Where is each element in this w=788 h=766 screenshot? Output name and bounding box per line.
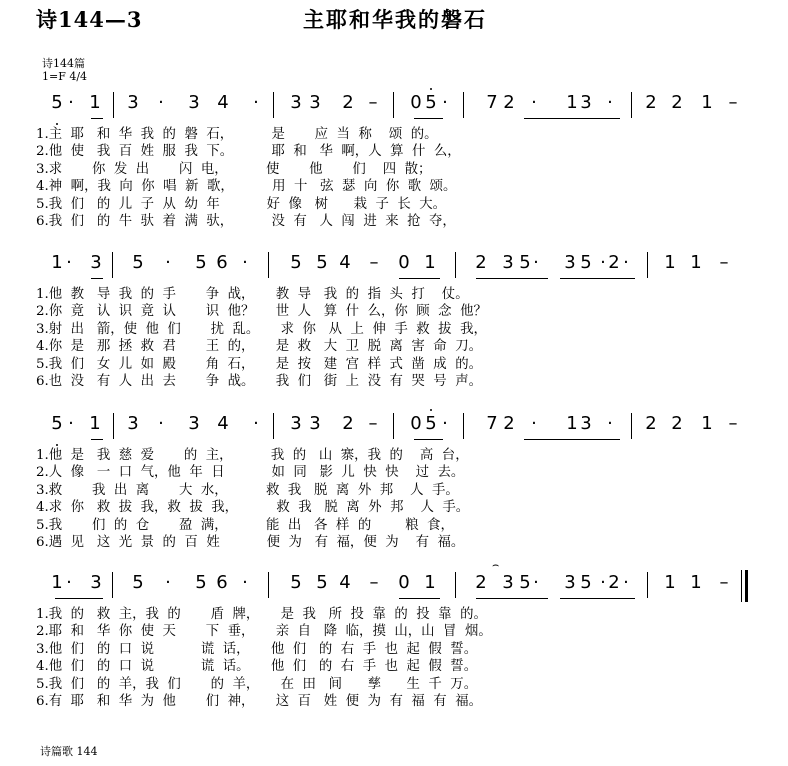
note-numeral: 2 — [608, 252, 620, 273]
lyric-line-verse-2: 2.你 竟 认 识 竟 认 识 他？ 世 人 算 什 么，你 顾 念 他？ — [36, 304, 487, 320]
dot-symbol: · — [533, 572, 539, 593]
note-numeral: 5 — [316, 252, 328, 273]
note-numeral: 5 — [51, 92, 63, 113]
lyric-line-verse-1: 1.我 的 救 主，我 的 盾 牌， 是 我 所 投 靠 的 投 靠 的。 — [36, 607, 487, 622]
note-numeral: 1 — [690, 572, 702, 593]
dot-symbol: · — [253, 92, 259, 113]
note-numeral: 3 — [564, 572, 576, 593]
dot-symbol: · — [242, 252, 248, 273]
dot-symbol: · — [533, 252, 539, 273]
note-numeral: 3 — [309, 92, 321, 113]
note-numeral: 2 — [342, 413, 354, 434]
note-numeral: 7 — [486, 413, 498, 434]
note-numeral: 5 — [316, 572, 328, 593]
lyric-line-verse-6: 6.我 们 的 牛 驮 着 满 驮， 没 有 人 闯 进 来 抢 夺， — [36, 214, 456, 229]
dot-symbol: · — [165, 252, 171, 273]
beam-underline — [91, 439, 103, 440]
barline — [463, 92, 464, 118]
barline — [455, 252, 456, 278]
note-numeral: 2 — [671, 413, 683, 434]
barline — [647, 572, 648, 598]
lyric-line-verse-2: 2.人 像 一 口 气，他 年 日 如 同 影 儿 快 快 过 去。 — [36, 465, 465, 481]
note-numeral: 3 — [580, 413, 592, 434]
beam-underline — [476, 598, 548, 599]
note-numeral: 3 — [188, 413, 200, 434]
barline — [273, 413, 274, 439]
barline — [455, 572, 456, 598]
note-numeral: 5 — [290, 572, 302, 593]
note-numeral: 1 — [566, 92, 578, 113]
lyric-line-verse-6: 6.有 耶 和 华 为 他 们 神， 这 百 姓 便 为 有 福 有 福。 — [36, 694, 482, 709]
barline — [112, 252, 113, 278]
lyric-line-verse-3: 3.他 们 的 口 说 谎 话， 他 们 的 右 手 也 起 假 誓。 — [36, 641, 478, 657]
dash-symbol: – — [728, 92, 738, 113]
lyric-line-verse-3: 3.救 我 出 离 大 水， 救 我 脱 离 外 邦 人 手。 — [36, 482, 459, 498]
final-barline-thin — [741, 570, 742, 602]
lyric-line-verse-1: 1.主 耶 和 华 我 的 磐 石， 是 应 当 称 颂 的。 — [36, 127, 438, 142]
note-numeral: 4 — [339, 252, 351, 273]
note-numeral: 1 — [701, 413, 713, 434]
note-numeral: 1 — [664, 572, 676, 593]
beam-underline — [560, 598, 635, 599]
note-numeral: 2 — [608, 572, 620, 593]
note-numeral: 3 — [290, 413, 302, 434]
dot-symbol: · — [531, 413, 537, 434]
lyric-line-verse-4: 4.神 啊，我 向 你 唱 新 歌， 用 十 弦 瑟 向 你 歌 颂。 — [36, 179, 457, 195]
note-numeral: 1 — [51, 252, 63, 273]
barline — [631, 413, 632, 439]
note-numeral: 0 — [398, 252, 410, 273]
note-numeral: 7 — [486, 92, 498, 113]
lyric-line-verse-4: 4.求 你 救 拔 我，救 拔 我， 救 我 脱 离 外 邦 人 手。 — [36, 500, 470, 516]
dot-symbol: · — [68, 92, 74, 113]
note-numeral: 4 — [217, 92, 229, 113]
dot-symbol: · — [600, 572, 606, 593]
dot-symbol: · — [66, 252, 72, 273]
note-numeral: 3 — [290, 92, 302, 113]
key-signature: 1=F 4/4 — [42, 70, 88, 83]
barline — [268, 572, 269, 598]
fermata-icon: ⌢ — [492, 558, 500, 571]
dot-symbol: · — [600, 252, 606, 273]
note-numeral: 2 — [645, 413, 657, 434]
lyric-line-verse-4: 4.你 是 那 拯 救 君 王 的， 是 救 大 卫 脱 离 害 命 刀。 — [36, 339, 482, 355]
dot-symbol: · — [165, 572, 171, 593]
dash-symbol: – — [368, 413, 378, 434]
dot-symbol: · — [607, 92, 613, 113]
note-numeral: 3 — [309, 413, 321, 434]
barline — [112, 572, 113, 598]
note-numeral: 0 — [398, 572, 410, 593]
note-numeral: 5 — [519, 252, 531, 273]
dot-symbol: · — [66, 572, 72, 593]
note-numeral: 1 — [424, 252, 436, 273]
dot-symbol: · — [68, 413, 74, 434]
beam-underline — [586, 439, 620, 440]
note-numeral: 1 — [690, 252, 702, 273]
note-numeral: 2 — [342, 92, 354, 113]
beam-underline — [586, 118, 620, 119]
note-numeral: 1 — [424, 572, 436, 593]
dot-symbol: · — [623, 572, 629, 593]
dot-symbol: · — [158, 413, 164, 434]
note-numeral: 2 — [671, 92, 683, 113]
note-numeral: 3 — [90, 252, 102, 273]
dash-symbol: – — [368, 92, 378, 113]
lyric-line-verse-5: 5.我 们 女 儿 如 殿 角 石， 是 按 建 宫 样 式 凿 成 的。 — [36, 356, 482, 372]
note-numeral: 3 — [502, 252, 514, 273]
lyric-line-verse-3: 3.求 你 发 出 闪 电， 使 他 们 四 散； — [36, 161, 432, 177]
lyric-line-verse-5: 5.我 们 的 羊，我 们 的 羊， 在 田 间 孳 生 千 万。 — [36, 676, 478, 692]
barline — [463, 413, 464, 439]
lyric-line-verse-4: 4.他 们 的 口 说 谎 话。 他 们 的 右 手 也 起 假 誓。 — [36, 659, 478, 675]
dash-symbol: – — [719, 252, 729, 273]
note-numeral: 5 — [132, 572, 144, 593]
note-numeral: 2 — [475, 572, 487, 593]
beam-underline — [414, 439, 443, 440]
beam-underline — [399, 278, 440, 279]
barline — [647, 252, 648, 278]
dot-symbol: · — [158, 92, 164, 113]
note-numeral: 2 — [503, 413, 515, 434]
dot-symbol: · — [607, 413, 613, 434]
note-numeral: 1 — [566, 413, 578, 434]
note-numeral: 2 — [645, 92, 657, 113]
note-numeral: 1 — [89, 413, 101, 434]
lyric-line-verse-5: 5.我 们 的 仓 盈 满， 能 出 各 样 的 粮 食， — [36, 517, 454, 533]
note-numeral: 5 — [195, 572, 207, 593]
dot-symbol: · — [442, 92, 448, 113]
note-numeral: 5 — [519, 572, 531, 593]
lyric-line-verse-5: 5.我 们 的 儿 子 从 幼 年 好 像 树 栽 子 长 大。 — [36, 196, 447, 212]
barline — [113, 413, 114, 439]
note-numeral: 3 — [127, 92, 139, 113]
lyric-line-verse-1: 1.他 教 导 我 的 手 争 战， 教 导 我 的 指 头 打 仗。 — [36, 287, 469, 302]
note-numeral: 5 — [425, 413, 437, 434]
note-numeral: 6 — [216, 572, 228, 593]
beam-underline — [560, 278, 635, 279]
note-numeral: 3 — [564, 252, 576, 273]
note-numeral: 5 — [132, 252, 144, 273]
dash-symbol: – — [728, 413, 738, 434]
lyric-line-verse-6: 6.遇 见 这 光 景 的 百 姓 便 为 有 福，便 为 有 福。 — [36, 535, 465, 550]
lyric-line-verse-2: 2.耶 和 华 你 使 天 下 垂， 亲 自 降 临，摸 山，山 冒 烟。 — [36, 624, 492, 640]
note-numeral: 6 — [216, 252, 228, 273]
dash-symbol: – — [369, 572, 379, 593]
beam-underline — [414, 118, 443, 119]
lyric-line-verse-2: 2.他 使 我 百 姓 服 我 下。 耶 和 华 啊，人 算 什 么， — [36, 144, 461, 160]
lyric-line-verse-3: 3.射 出 箭，使 他 们 扰 乱。 求 你 从 上 伸 手 救 拔 我， — [36, 321, 487, 337]
dash-symbol: – — [369, 252, 379, 273]
beam-underline — [91, 118, 103, 119]
barline — [268, 252, 269, 278]
high-octave-dot — [430, 88, 432, 90]
final-barline-thick — [745, 570, 748, 602]
note-numeral: 4 — [217, 413, 229, 434]
hymn-title: 主耶和华我的磐石 — [303, 7, 487, 32]
beam-underline — [91, 278, 103, 279]
beam-underline — [476, 278, 548, 279]
note-numeral: 1 — [51, 572, 63, 593]
note-numeral: 0 — [410, 413, 422, 434]
barline — [631, 92, 632, 118]
note-numeral: 5 — [425, 92, 437, 113]
note-numeral: 5 — [580, 572, 592, 593]
note-numeral: 2 — [503, 92, 515, 113]
note-numeral: 4 — [339, 572, 351, 593]
note-numeral: 1 — [89, 92, 101, 113]
dot-symbol: · — [242, 572, 248, 593]
beam-underline — [399, 598, 440, 599]
note-numeral: 0 — [410, 92, 422, 113]
barline — [393, 92, 394, 118]
note-numeral: 2 — [475, 252, 487, 273]
hymn-number: 诗144—3 — [36, 7, 143, 32]
note-numeral: 3 — [127, 413, 139, 434]
dot-symbol: · — [442, 413, 448, 434]
note-numeral: 3 — [502, 572, 514, 593]
footer-source: 诗篇歌 144 — [40, 745, 98, 758]
barline — [393, 413, 394, 439]
note-numeral: 5 — [580, 252, 592, 273]
note-numeral: 3 — [188, 92, 200, 113]
barline — [273, 92, 274, 118]
note-numeral: 5 — [290, 252, 302, 273]
dot-symbol: · — [623, 252, 629, 273]
lyric-line-verse-1: 1.他 是 我 慈 爱 的 主， 我 的 山 寨，我 的 高 台， — [36, 448, 469, 463]
note-numeral: 3 — [90, 572, 102, 593]
barline — [113, 92, 114, 118]
note-numeral: 5 — [51, 413, 63, 434]
note-numeral: 5 — [195, 252, 207, 273]
dot-symbol: · — [531, 92, 537, 113]
note-numeral: 1 — [701, 92, 713, 113]
psalm-source: 诗144篇 — [42, 57, 85, 70]
high-octave-dot — [430, 409, 432, 411]
note-numeral: 3 — [580, 92, 592, 113]
dot-symbol: · — [253, 413, 259, 434]
note-numeral: 1 — [664, 252, 676, 273]
beam-underline — [55, 598, 103, 599]
dash-symbol: – — [719, 572, 729, 593]
lyric-line-verse-6: 6.也 没 有 人 出 去 争 战。 我 们 街 上 没 有 哭 号 声。 — [36, 374, 482, 389]
